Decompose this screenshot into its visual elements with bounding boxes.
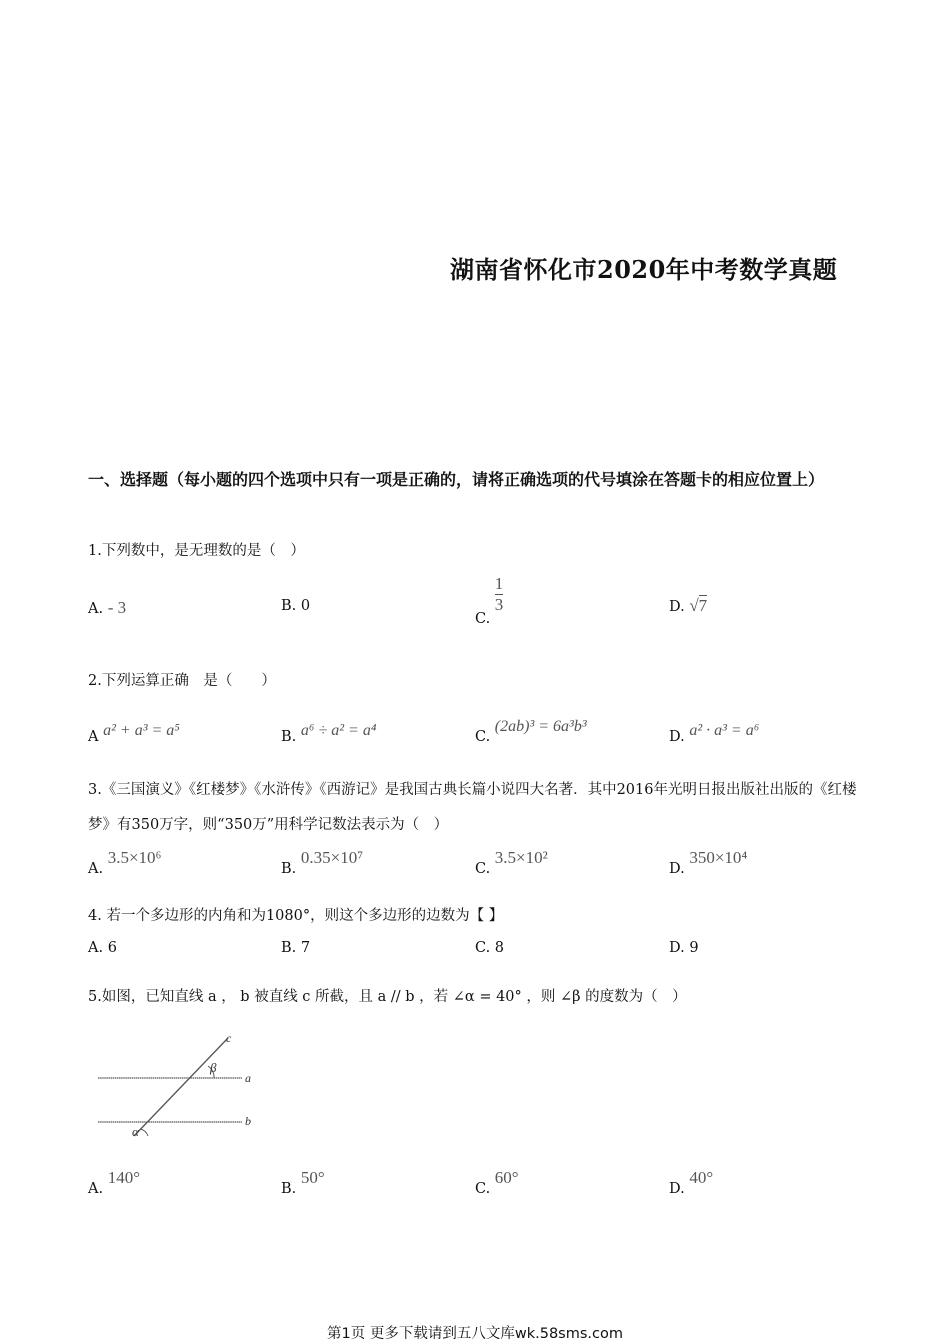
question-5-stem: 5.如图，已知直线 a ， b 被直线 c 所截，且 a // b ，若 ∠α = 40° ，则 ∠β 的度数为（ ）: [88, 989, 687, 1005]
parallel-lines-diagram: [92, 1030, 262, 1140]
label-beta: β: [210, 1060, 217, 1075]
q4-option-b: B. 7: [281, 940, 311, 956]
q3-option-a: A. 3.5×10⁶: [88, 848, 162, 877]
q2-option-d: D. a² · a³ = a⁶: [669, 722, 760, 745]
question-3-stem: 3.《三国演义》《红楼梦》《水浒传》《西游记》是我国古典长篇小说四大名著．其中2016年光明日报出版社出版的《红楼梦》有350万字，则“350万”用科学记数法表示为（ ）: [88, 782, 857, 833]
q4-option-a: A. 6: [88, 940, 117, 956]
q1-option-c: C. $\frac{1}{3}$: [475, 574, 504, 627]
q5-option-c: C. 60°: [475, 1168, 519, 1197]
q1-option-a: A. - 3: [88, 598, 127, 617]
page-title: 湖南省怀化市2020年中考数学真题: [450, 255, 838, 284]
q5-option-b: B. 50°: [281, 1168, 325, 1197]
q4-option-c: C. 8: [475, 940, 505, 956]
q5-option-a: A. 140°: [88, 1168, 141, 1197]
label-b: b: [245, 1114, 251, 1128]
q1-option-d: D. √7: [669, 596, 708, 615]
q2-option-b: B. a⁶ ÷ a² = a⁴: [281, 722, 377, 745]
q2-option-a: A a² + a³ = a⁵: [88, 722, 180, 745]
question-4-stem: 4. 若一个多边形的内角和为1080°，则这个多边形的边数为【 】: [88, 908, 504, 924]
q5-option-d: D. 40°: [669, 1168, 714, 1197]
page-footer: 第1页 更多下载请到五八文库wk.58sms.com: [327, 1326, 623, 1342]
q4-option-d: D. 9: [669, 940, 699, 956]
angle-alpha-arc: [140, 1129, 148, 1136]
label-a: a: [245, 1071, 251, 1085]
q2-option-c: C. (2ab)³ = 6a³b³: [475, 718, 587, 745]
line-c: [134, 1038, 228, 1136]
q3-option-b: B. 0.35×10⁷: [281, 848, 364, 877]
q3-option-c: C. 3.5×10²: [475, 848, 548, 877]
label-alpha: α: [132, 1124, 139, 1139]
label-c: c: [226, 1031, 232, 1045]
section-heading: 一、选择题（每小题的四个选项中只有一项是正确的，请将正确选项的代号填涂在答题卡的相应位置上）: [88, 470, 825, 489]
q3-option-d: D. 350×10⁴: [669, 848, 748, 877]
fraction: $\frac{1}{3}$: [494, 574, 504, 614]
question-1-stem: 1.下列数中，是无理数的是（ ）: [88, 543, 305, 559]
q1-option-b: B. 0: [281, 598, 311, 614]
sqrt-symbol: √7: [689, 596, 708, 615]
question-2-stem: 2.下列运算正确 是（ ）: [88, 673, 276, 689]
